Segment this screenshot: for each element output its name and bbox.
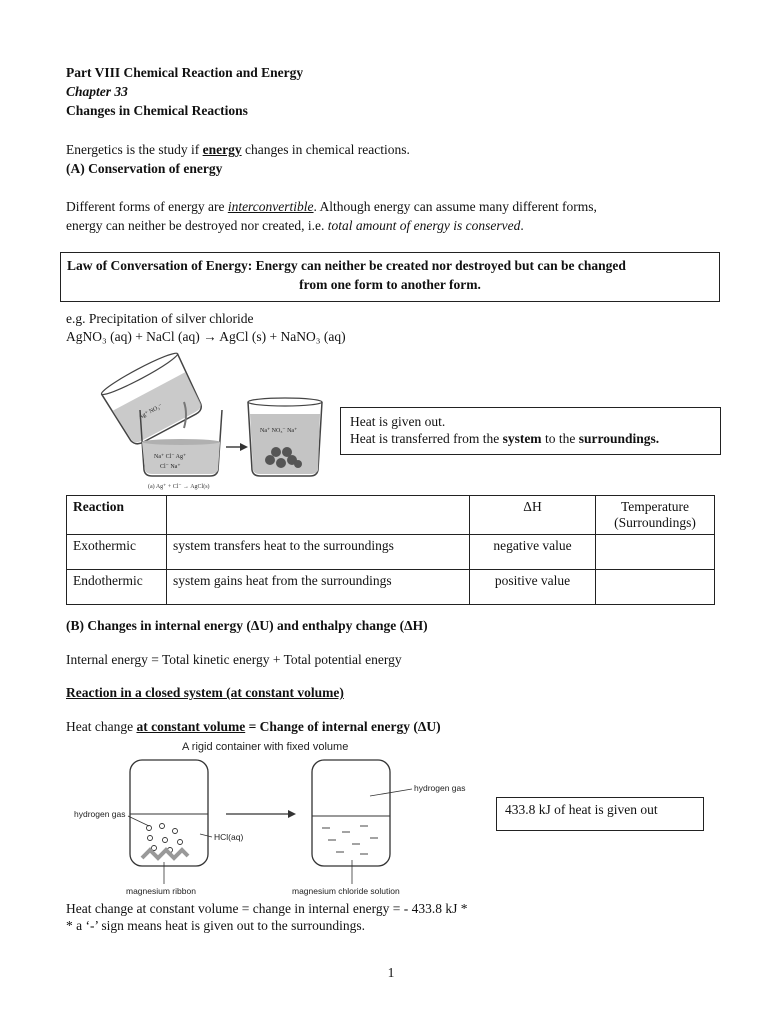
svg-text:Na⁺ NO₃⁻ Na⁺: Na⁺ NO₃⁻ Na⁺ bbox=[260, 428, 298, 434]
reaction-table bbox=[66, 495, 715, 605]
intro-line bbox=[66, 141, 410, 159]
solution-label: magnesium chloride solution bbox=[292, 886, 400, 896]
table-row bbox=[67, 535, 715, 570]
magnesium-ribbon-shape bbox=[142, 850, 188, 858]
system-keyword: system bbox=[502, 431, 542, 446]
diagram-title: A rigid container with fixed volume bbox=[182, 741, 349, 753]
table-header-cell: ΔH bbox=[470, 496, 596, 535]
heat-change-pre: Heat change bbox=[66, 719, 137, 734]
table-header-cell bbox=[167, 496, 470, 535]
table-cell: negative value bbox=[470, 535, 596, 570]
constant-volume-keyword: at constant volume bbox=[136, 719, 246, 734]
section-a-line2-post: . bbox=[520, 218, 524, 233]
section-a-line2 bbox=[66, 217, 524, 235]
pouring-beaker bbox=[99, 352, 206, 449]
intro-keyword: energy bbox=[202, 142, 242, 157]
section-a-line1 bbox=[66, 198, 597, 216]
energy-conserved-phrase: total amount of energy is conserved bbox=[327, 218, 521, 233]
svg-text:Ag⁺ NO₃⁻: Ag⁺ NO₃⁻ bbox=[137, 403, 164, 421]
container-diagram bbox=[64, 736, 484, 898]
law-line1: Law of Conversation of Energy: Energy can neither be created nor destroyed but can be changed bbox=[67, 258, 626, 273]
heat-given-box bbox=[496, 797, 704, 831]
heat-change-line bbox=[66, 718, 441, 736]
heat-change-post: = Change of internal energy (ΔU) bbox=[245, 719, 441, 734]
hcl-label: HCl(aq) bbox=[214, 832, 244, 842]
page-number: 1 bbox=[387, 965, 395, 980]
surroundings-keyword: surroundings. bbox=[578, 431, 660, 446]
chapter-label: Chapter 33 bbox=[66, 84, 128, 99]
table-header-row bbox=[67, 496, 715, 535]
example-line: e.g. Precipitation of silver chloride bbox=[66, 311, 254, 326]
conclusion-line1: Heat change at constant volume = change in internal energy = - 433.8 kJ * bbox=[66, 901, 468, 916]
hydrogen-gas-label-right: hydrogen gas bbox=[414, 783, 466, 793]
svg-text:Cl⁻ Na⁺: Cl⁻ Na⁺ bbox=[160, 464, 181, 470]
intro-text-post: changes in chemical reactions. bbox=[241, 142, 410, 157]
heat-line1: Heat is given out. bbox=[350, 414, 446, 429]
table-cell: positive value bbox=[470, 570, 596, 605]
heat-box bbox=[340, 407, 721, 455]
right-container bbox=[312, 760, 390, 866]
heat-line2 bbox=[350, 430, 659, 448]
hydrogen-gas-label-left: hydrogen gas bbox=[74, 809, 126, 819]
table-cell bbox=[596, 570, 715, 605]
intro-text-pre: Energetics is the study if bbox=[66, 142, 203, 157]
conclusion-line2: * a ‘-’ sign means heat is given out to the surroundings. bbox=[66, 918, 365, 933]
section-a-line1-post: . Although energy can assume many different forms, bbox=[313, 199, 597, 214]
closed-system-heading: Reaction in a closed system (at constant volume) bbox=[66, 685, 344, 700]
part-title: Part VIII Chemical Reaction and Energy bbox=[66, 65, 304, 80]
table-cell bbox=[596, 535, 715, 570]
left-container bbox=[130, 760, 208, 866]
reaction-equation: AgNO₃ (aq) + NaCl (aq) → AgCl (s) + NaNO₃ (aq) bbox=[66, 329, 346, 344]
section-b-heading: (B) Changes in internal energy (ΔU) and enthalpy change (ΔH) bbox=[66, 618, 428, 633]
page-title: Changes in Chemical Reactions bbox=[66, 103, 248, 118]
heat-line2-mid: to the bbox=[541, 431, 579, 446]
magnesium-ribbon-label: magnesium ribbon bbox=[126, 886, 196, 896]
table-cell: Exothermic bbox=[67, 535, 167, 570]
law-box bbox=[60, 252, 720, 302]
section-a-heading: (A) Conservation of energy bbox=[66, 161, 223, 176]
table-cell: Endothermic bbox=[67, 570, 167, 605]
table-header-cell: Reaction bbox=[67, 496, 167, 535]
section-a-line1-pre: Different forms of energy are bbox=[66, 199, 228, 214]
table-header-cell: Temperature (Surroundings) bbox=[596, 496, 715, 535]
interconvertible-keyword: interconvertible bbox=[227, 199, 314, 214]
precipitation-figure bbox=[88, 352, 324, 490]
internal-energy-line: Internal energy = Total kinetic energy + Total potential energy bbox=[66, 652, 402, 667]
table-cell: system transfers heat to the surroundings bbox=[167, 535, 470, 570]
svg-text:Na⁺ Cl⁻ Ag⁺: Na⁺ Cl⁻ Ag⁺ bbox=[154, 454, 187, 460]
section-a-line2-pre: energy can neither be destroyed nor created, i.e. bbox=[66, 218, 328, 233]
table-row bbox=[67, 570, 715, 605]
heat-given-text: 433.8 kJ of heat is given out bbox=[505, 802, 658, 817]
right-beaker bbox=[248, 398, 322, 476]
figure-caption: (a) Ag⁺ + Cl⁻ → AgCl(s) bbox=[148, 484, 210, 490]
law-line2: from one form to another form. bbox=[299, 277, 481, 292]
table-cell: system gains heat from the surroundings bbox=[167, 570, 470, 605]
heat-line2-pre: Heat is transferred from the bbox=[350, 431, 503, 446]
